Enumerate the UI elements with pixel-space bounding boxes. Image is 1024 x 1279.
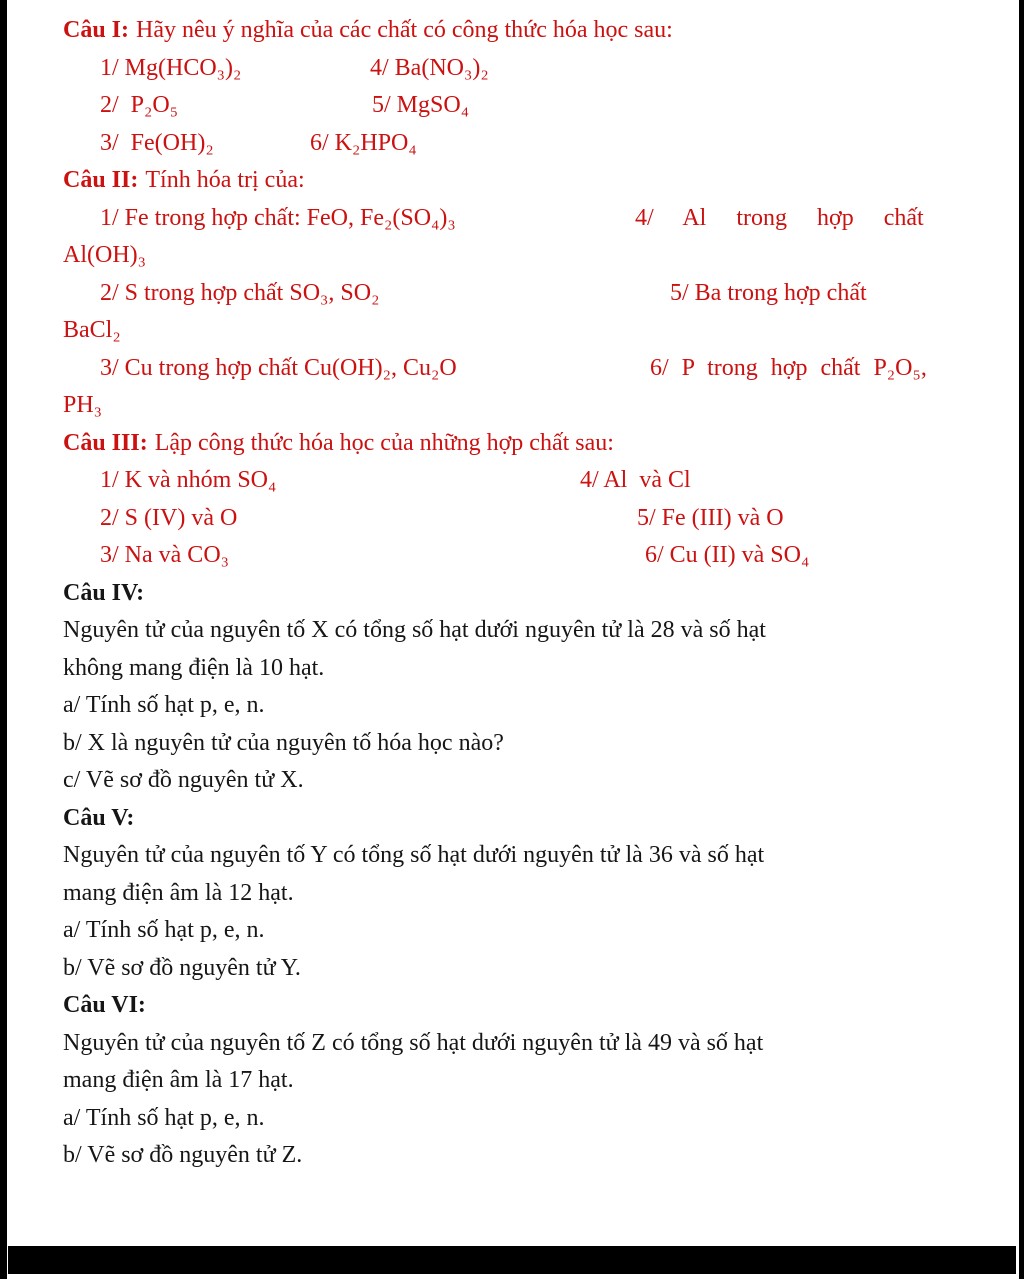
cau5-body-2: mang điện âm là 12 hạt.	[63, 879, 294, 906]
cau3-row-3	[63, 537, 960, 575]
cau3-label: Câu III:	[63, 429, 148, 456]
cau6-question-b	[63, 1137, 960, 1175]
cau4-question-b-text: b/ X là nguyên tử của nguyên tố hóa học nào?	[63, 729, 504, 756]
cau2-item-4-cont: Al(OH)₃	[63, 242, 147, 268]
cau3-row-2	[63, 500, 960, 538]
cau5-question-b	[63, 950, 960, 988]
cau1-item-5: 5/ MgSO₄	[372, 92, 470, 118]
cau4-question-a-text: a/ Tính số hạt p, e, n.	[63, 692, 265, 718]
cau2-row-1	[63, 200, 960, 238]
cau6-body-2: mang điện âm là 17 hạt.	[63, 1067, 294, 1093]
cau2-heading	[63, 162, 960, 200]
cau2-row-2-cont	[63, 312, 960, 350]
cau3-heading-text: Lập công thức hóa học của những hợp chất sau:	[154, 429, 614, 456]
cau3-item-6: 6/ Cu (II) và SO₄	[645, 542, 810, 568]
cau4-text-line	[63, 650, 960, 688]
cau2-heading-text: Tính hóa trị của:	[145, 167, 305, 193]
cau5-question-a-text: a/ Tính số hạt p, e, n.	[63, 917, 265, 943]
cau1-item-1: 1/ Mg(HCO₃)₂	[100, 54, 242, 81]
cau4-question-c-text: c/ Vẽ sơ đồ nguyên tử X.	[63, 767, 304, 793]
cau4-question-b	[63, 725, 960, 763]
cau2-item-1: 1/ Fe trong hợp chất: FeO, Fe₂(SO₄)₃	[100, 204, 456, 231]
cau3-item-4: 4/ Al và Cl	[580, 467, 691, 493]
cau2-item-6-cont: PH₃	[63, 392, 103, 418]
cau3-item-3: 3/ Na và CO₃	[100, 542, 230, 568]
cau1-label: Câu I:	[63, 17, 130, 43]
cau2-item-5: 5/ Ba trong hợp chất	[670, 279, 867, 306]
cau5-label: Câu V:	[63, 804, 135, 831]
cau1-item-6: 6/ K₂HPO₄	[310, 129, 417, 156]
cau2-item-2: 2/ S trong hợp chất SO₃, SO₂	[100, 279, 380, 306]
cau6-label: Câu VI:	[63, 992, 146, 1018]
cau2-item-4: 4/ Al trong hợp chất	[635, 204, 924, 231]
cau6-question-a	[63, 1100, 960, 1138]
cau4-body-1: Nguyên tử của nguyên tố X có tổng số hạt dưới nguyên tử là 28 và số hạt	[63, 617, 766, 643]
cau6-question-b-text: b/ Vẽ sơ đồ nguyên tử Z.	[63, 1142, 303, 1168]
cau4-label: Câu IV:	[63, 579, 145, 606]
cau6-question-a-text: a/ Tính số hạt p, e, n.	[63, 1104, 265, 1131]
cau6-body-1: Nguyên tử của nguyên tố Z có tổng số hạt dưới nguyên tử là 49 và số hạt	[63, 1029, 764, 1056]
cau1-item-3: 3/ Fe(OH)₂	[100, 129, 214, 156]
cau3-item-2: 2/ S (IV) và O	[100, 504, 238, 531]
cau4-heading	[63, 575, 960, 613]
cau1-item-4: 4/ Ba(NO₃)₂	[370, 54, 489, 81]
cau5-text-line	[63, 875, 960, 913]
cau1-heading	[63, 12, 960, 50]
cau2-row-3	[63, 350, 960, 388]
cau6-heading	[63, 987, 960, 1025]
cau1-row-1	[63, 50, 960, 88]
cau2-label: Câu II:	[63, 167, 139, 193]
cau1-item-2: 2/ P₂O₅	[100, 92, 179, 118]
cau3-heading	[63, 425, 960, 463]
cau2-item-6: 6/ P trong hợp chất P₂O₅,	[650, 354, 927, 381]
cau5-heading	[63, 800, 960, 838]
scan-edge-right	[1019, 0, 1024, 1279]
cau4-question-a	[63, 687, 960, 725]
cau1-row-2	[63, 87, 960, 125]
cau6-text-line	[63, 1025, 960, 1063]
cau4-text-line	[63, 612, 960, 650]
cau5-body-1: Nguyên tử của nguyên tố Y có tổng số hạt dưới nguyên tử là 36 và số hạt	[63, 842, 765, 868]
cau5-question-a	[63, 912, 960, 950]
scan-edge-left	[0, 0, 7, 1279]
cau5-text-line	[63, 837, 960, 875]
cau4-body-2: không mang điện là 10 hạt.	[63, 654, 325, 681]
cau5-question-b-text: b/ Vẽ sơ đồ nguyên tử Y.	[63, 954, 301, 981]
cau3-item-1: 1/ K và nhóm SO₄	[100, 467, 277, 493]
cau2-row-1-cont	[63, 237, 960, 275]
cau6-text-line	[63, 1062, 960, 1100]
document-content	[63, 12, 960, 1175]
scan-edge-bottom	[8, 1246, 1016, 1274]
cau4-question-c	[63, 762, 960, 800]
cau3-row-1	[63, 462, 960, 500]
cau2-row-3-cont	[63, 387, 960, 425]
cau2-item-5-cont: BaCl₂	[63, 317, 121, 343]
cau2-item-3: 3/ Cu trong hợp chất Cu(OH)₂, Cu₂O	[100, 354, 457, 381]
cau1-row-3	[63, 125, 960, 163]
cau3-item-5: 5/ Fe (III) và O	[637, 504, 784, 531]
cau2-row-2	[63, 275, 960, 313]
cau1-heading-text: Hãy nêu ý nghĩa của các chất có công thức hóa học sau:	[136, 17, 673, 43]
